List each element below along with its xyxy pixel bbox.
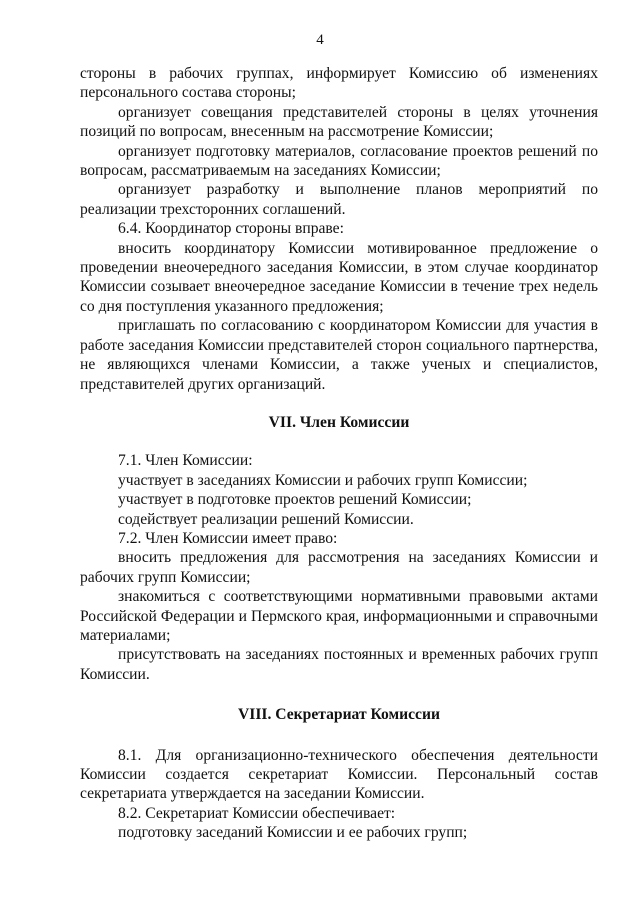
paragraph: организует подготовку материалов, согласование проектов решений по вопросам, рассматриваемым на заседаниях Комиссии; bbox=[80, 142, 598, 180]
section-heading-7: VII. Член Комиссии bbox=[268, 413, 410, 431]
paragraph: участвует в заседаниях Комиссии и рабочих групп Комиссии; bbox=[118, 471, 528, 489]
paragraph: стороны в рабочих группах, информирует Комиссию об изменениях персонального состава стороны; bbox=[80, 65, 598, 102]
paragraph: приглашать по согласованию с координатором Комиссии для участия в работе заседания Комиссии представителей сторон социального партнерства, не являющихся членами Комиссии, а также ученых и специалистов, представителей других организаций. bbox=[80, 317, 598, 393]
paragraph: 8.1. Для организационно-технического обеспечения деятельности Комиссии создается секретариат Комиссии. Персональный состав секретариата утверждается на заседании Комиссии. bbox=[80, 746, 598, 803]
paragraph: знакомиться с соответствующими нормативными правовыми актами Российской Федерации и Пермского края, информационными и справочными материалами; bbox=[80, 588, 598, 644]
paragraph: содействует реализации решений Комиссии. bbox=[118, 510, 414, 528]
paragraph: вносить предложения для рассмотрения на заседаниях Комиссии и рабочих групп Комиссии; bbox=[80, 549, 598, 586]
paragraph: 8.2. Секретариат Комиссии обеспечивает: bbox=[118, 804, 396, 822]
paragraph: организует разработку и выполнение планов мероприятий по реализации трехсторонних соглашений. bbox=[80, 181, 598, 218]
paragraph: 7.1. Член Комиссии: bbox=[118, 452, 253, 470]
paragraph: 6.4. Координатор стороны вправе: bbox=[118, 220, 344, 238]
paragraph: участвует в подготовке проектов решений Комиссии; bbox=[118, 491, 472, 509]
page-number: 4 bbox=[316, 32, 324, 48]
document-body bbox=[80, 64, 598, 843]
paragraph: 7.2. Член Комиссии имеет право: bbox=[118, 529, 338, 547]
paragraph: подготовку заседаний Комиссии и ее рабочих групп; bbox=[118, 824, 468, 842]
paragraph: вносить координатору Комиссии мотивированное предложение о проведении внеочередного заседания Комиссии, в этом случае координатор Комиссии созывает внеочередное заседание Комиссии в течение трех недель со дня поступления указанного предложения; bbox=[80, 239, 598, 315]
section-heading-8: VIII. Секретариат Комиссии bbox=[238, 706, 440, 724]
paragraph: присутствовать на заседаниях постоянных и временных рабочих групп Комиссии. bbox=[80, 646, 598, 683]
paragraph: организует совещания представителей стороны в целях уточнения позиций по вопросам, внесенным на рассмотрение Комиссии; bbox=[80, 103, 598, 141]
